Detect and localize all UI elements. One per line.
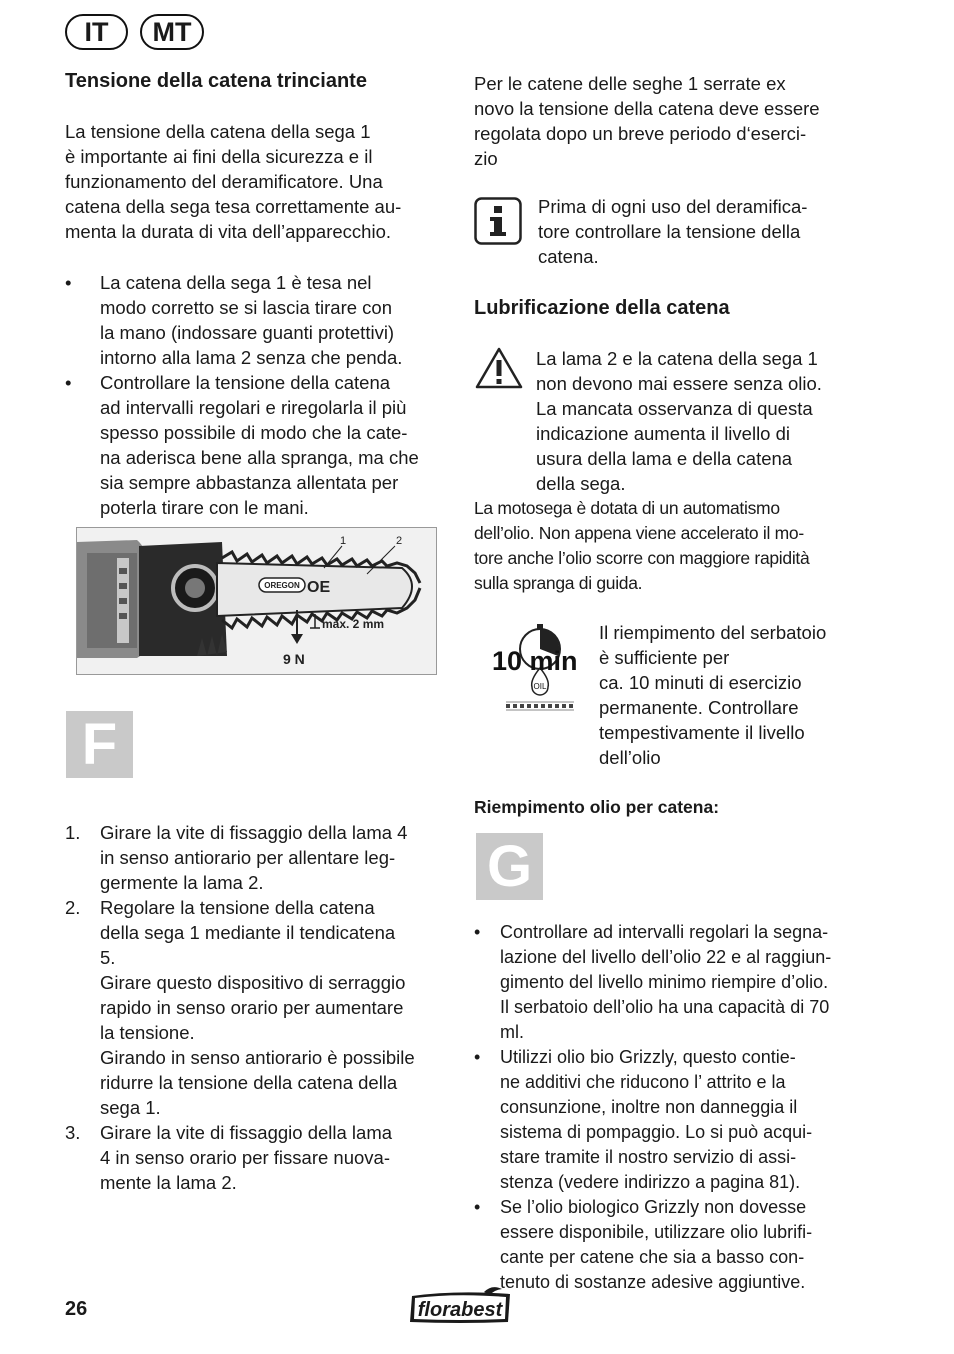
- chain-tension-figure: [76, 527, 437, 675]
- text-line: ridurre la tensione della catena della: [100, 1072, 398, 1093]
- text-line: Girare la vite di fissaggio della lama 4: [100, 822, 408, 843]
- text-line: la mano (indossare guanti protettivi): [100, 322, 395, 343]
- section-title-lubrication: Lubrificazione della catena: [474, 297, 730, 319]
- figure-brand-label-2: OE: [307, 579, 331, 596]
- text-line: sega 1.: [100, 1097, 161, 1118]
- bullet-marker: •: [474, 922, 481, 942]
- brand-logo-text: florabest: [417, 1299, 503, 1321]
- text-line: poterla tirare con le mani.: [100, 497, 309, 518]
- step-number: 2.: [65, 897, 81, 918]
- text-line: catena.: [538, 246, 599, 267]
- text-line: sistema di pompaggio. Lo si può acqui-: [500, 1122, 813, 1142]
- text-line: menta la durata di vita dell’apparecchio.: [65, 221, 391, 242]
- text-line: Controllare ad intervalli regolari la segna-: [500, 922, 829, 942]
- text-line: Controllare la tensione della catena: [100, 372, 391, 393]
- text-line: catena della sega tesa correttamente au-: [65, 196, 402, 217]
- text-line: dell’olio: [599, 747, 661, 768]
- text-line: novo la tensione della catena deve essere: [474, 98, 820, 119]
- text-line: intorno alla lama 2 senza che penda.: [100, 347, 403, 368]
- info-icon: [474, 197, 522, 245]
- text-line: Per le catene delle seghe 1 serrate ex: [474, 73, 786, 94]
- figure-label-1: 1: [340, 535, 347, 547]
- text-line: La lama 2 e la catena della sega 1: [536, 348, 818, 369]
- text-line: ml.: [500, 1022, 524, 1042]
- text-line: usura della lama e della catena: [536, 448, 793, 469]
- text-line: ne additivi che riducono l’ attrito e la: [500, 1072, 786, 1092]
- text-line: Prima di ogni uso del deramifica-: [538, 196, 808, 217]
- bullet-marker: •: [65, 272, 72, 293]
- step-number: 3.: [65, 1122, 81, 1143]
- text-line: ad intervalli regolari e riregolarla il più: [100, 397, 407, 418]
- text-line: tenuto di sostanze adesive aggiuntive.: [500, 1272, 806, 1292]
- text-line: Girare questo dispositivo di serraggio: [100, 972, 406, 993]
- text-line: mente la lama 2.: [100, 1172, 237, 1193]
- left-intro: [65, 119, 455, 244]
- lang-tag-mt: MT: [140, 14, 204, 50]
- step-number: 1.: [65, 822, 81, 843]
- text-line: funzionamento del deramificatore. Una: [65, 171, 383, 192]
- text-line: lazione del livello dell’olio 22 e al raggiun-: [500, 947, 832, 967]
- text-line: la tensione.: [100, 1022, 195, 1043]
- left-bullet-list: [65, 270, 455, 520]
- text-line: è importante ai fini della sicurezza e il: [65, 146, 373, 167]
- text-line: germente la lama 2.: [100, 872, 264, 893]
- text-line: sulla spranga di guida.: [474, 573, 643, 593]
- text-line: indicazione aumenta il livello di: [536, 423, 791, 444]
- text-line: tore controllare la tensione della: [538, 221, 801, 242]
- text-line: Girare la vite di fissaggio della lama: [100, 1122, 393, 1143]
- right-intro: [474, 71, 874, 171]
- text-line: stenza (vedere indirizzo a pagina 81).: [500, 1172, 801, 1192]
- text-line: Regolare la tensione della catena: [100, 897, 375, 918]
- figure-reference-g: G: [476, 833, 543, 900]
- text-line: Girando in senso antiorario è possibile: [100, 1047, 415, 1068]
- text-line: in senso antiorario per allentare leg-: [100, 847, 396, 868]
- warning-note: [536, 346, 876, 496]
- bullet-marker: •: [474, 1047, 481, 1067]
- text-line: Utilizzi olio bio Grizzly, questo contie-: [500, 1047, 796, 1067]
- text-line: 4 in senso orario per fissare nuova-: [100, 1147, 390, 1168]
- text-line: 5.: [100, 947, 116, 968]
- text-line: La tensione della catena della sega 1: [65, 121, 371, 142]
- text-line: essere disponibile, utilizzare olio lubrifi-: [500, 1222, 813, 1242]
- text-line: modo corretto se si lascia tirare con: [100, 297, 393, 318]
- warning-icon: [475, 346, 523, 390]
- text-line: zio: [474, 148, 498, 169]
- lang-tag-it: IT: [65, 14, 128, 50]
- text-line: La motosega è dotata di un automatismo: [474, 498, 780, 518]
- left-steps: [65, 820, 455, 1200]
- text-line: na aderisca bene alla spranga, ma che: [100, 447, 419, 468]
- figure-force-label: 9 N: [283, 651, 305, 667]
- text-line: della sega 1 mediante il tendicatena: [100, 922, 396, 943]
- text-line: permanente. Controllare: [599, 697, 799, 718]
- subtitle-oil-filling: Riempimento olio per catena:: [474, 797, 720, 817]
- text-line: è sufficiente per: [599, 647, 730, 668]
- page-number: 26: [65, 1298, 88, 1320]
- text-line: regolata dopo un breve periodo d‘eserci-: [474, 123, 807, 144]
- text-line: tempestivamente il livello: [599, 722, 805, 743]
- text-line: rapido in senso orario per aumentare: [100, 997, 404, 1018]
- info-note: [538, 194, 868, 269]
- text-line: consunzione, inoltre non danneggia il: [500, 1097, 798, 1117]
- timer-label: 10 min: [492, 646, 578, 676]
- text-line: sia sempre abbastanza allentata per: [100, 472, 399, 493]
- text-line: gimento del livello minimo riempire d’olio.: [500, 972, 829, 992]
- right-bullet-list: [474, 920, 894, 1300]
- text-line: spesso possibile di modo che la cate-: [100, 422, 408, 443]
- text-line: La catena della sega 1 è tesa nel: [100, 272, 372, 293]
- oil-timer-icon: [490, 624, 590, 719]
- brand-logo: [406, 1286, 516, 1326]
- text-line: tore anche l’olio scorre con maggiore rapidità: [474, 548, 810, 568]
- figure-reference-f: F: [66, 711, 133, 778]
- text-line: ca. 10 minuti di esercizio: [599, 672, 802, 693]
- text-line: Il serbatoio dell’olio ha una capacità di 70: [500, 997, 830, 1017]
- figure-brand-label: OREGON: [264, 581, 300, 590]
- text-line: dell’olio. Non appena viene accelerato il mo-: [474, 523, 804, 543]
- section-title-chain-tension: Tensione della catena trinciante: [65, 70, 367, 92]
- text-line: non devono mai essere senza olio.: [536, 373, 822, 394]
- oil-automatism-text: [474, 496, 874, 596]
- tank-capacity-note: [599, 620, 899, 770]
- figure-max-label: max. 2 mm: [322, 617, 385, 631]
- text-line: La mancata osservanza di questa: [536, 398, 813, 419]
- bullet-marker: •: [65, 372, 72, 393]
- text-line: Se l’olio biologico Grizzly non dovesse: [500, 1197, 807, 1217]
- oil-label: OIL: [533, 682, 547, 691]
- text-line: della sega.: [536, 473, 626, 494]
- bullet-marker: •: [474, 1197, 481, 1217]
- text-line: Il riempimento del serbatoio: [599, 622, 827, 643]
- chain-saw-illustration: [77, 528, 436, 674]
- figure-label-2: 2: [396, 535, 403, 547]
- text-line: stare tramite il nostro servizio di assi-: [500, 1147, 797, 1167]
- text-line: cante per catene che sia a basso con-: [500, 1247, 805, 1267]
